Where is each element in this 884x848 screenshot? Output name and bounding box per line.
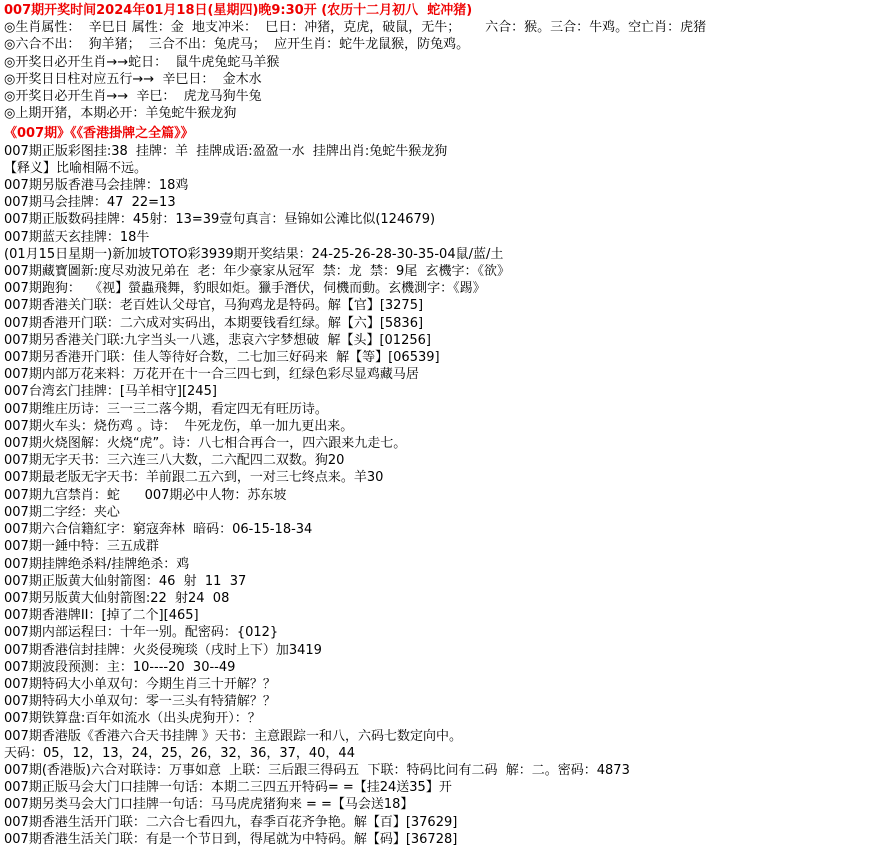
text-line-lantian-xuan: 007期蓝天玄挂牌：18牛 [4, 229, 150, 245]
text-line-mahui-guapai: 007期马会挂牌：47 22=13 [4, 195, 176, 211]
text-line-liuhe-xinxiang: 007期六合信籍紅字：窮寇奔林 暗码：06-15-18-34 [4, 522, 313, 538]
text-line-erzi-jing: 007期二字经：夹心 [4, 504, 120, 520]
text-line-lingban-huang: 007期另版黄大仙射箭图:22 射24 08 [4, 590, 230, 606]
text-line-tema-daxiao-2: 007期特码大小单双句：零一三头有特猜解？？ [4, 694, 276, 710]
text-line-kaijiang-bichu-2: ◎开奖日必开生肖→→ 辛巳： 虎龙马狗牛兔 [4, 89, 262, 105]
text-line-kaimenlian: 007期香港开门联：二六成对实码出，本期要钱看红绿。解【六】[5836] [4, 315, 424, 331]
text-line-guanmenlian: 007期香港关门联：老百姓认父母官，马狗鸡龙是特码。解【官】[3275] [4, 298, 424, 314]
text-line-qi-title: 《007期》《《香港掛牌之全篇》》 [4, 126, 194, 142]
text-line-lingban-guanmen: 007期另香港关门联:九字当头一八逃，悲哀六字梦想破 解【头】[01256] [4, 332, 431, 348]
text-line-yichui: 007期一錘中特：三五成群 [4, 539, 159, 555]
text-line-huang-daxian: 007期正版黄大仙射箭图：46 射 11 37 [4, 573, 247, 589]
document-body [0, 19, 884, 848]
text-line-paogou: 007期跑狗： 《视】螢蟲飛舞，豹眼如炬。獵手潛伏，伺機而動。玄機測字：《踢》 [4, 281, 486, 297]
text-line-liuhe-duilian: 007期(香港版)六合对联诗：万事如意 上联：三后跟三得码五 下联：特码比问有二码 解：二。密码：4873 [4, 762, 630, 778]
text-line-tianma: 天码：05，12，13，24，25，26，32，36，37，40，44 [4, 745, 355, 761]
text-line-neibu-yuncheng: 007期内部运程曰：十年一别。配密码：{012} [4, 625, 279, 641]
text-line-toto: (01月15日星期一)新加坡TOTO彩3939期开奖结果：24-25-26-28-30-35-04鼠/蓝/土 [4, 246, 504, 262]
text-line-shangqi-kaizhu: ◎上期开猪，本期必开：羊兔蛇牛猴龙狗 [4, 106, 237, 122]
text-line-tema-daxiao-1: 007期特码大小单双句：今期生肖三十开解？？ [4, 676, 276, 692]
text-line-shenghuo-kaimen: 007期香港生活开门联：二六合七看四九，春季百花齐争艳。解【百】[37629] [4, 814, 458, 830]
text-line-xianggang-pai: 007期香港牌II：[掉了二个][465] [4, 608, 199, 624]
text-line-huoshao-tujie: 007期火烧图解：火烧“虎”。诗：八七相合再合一，四六跟来九走七。 [4, 436, 407, 452]
text-line-weili-shi: 007期维庄历诗：三一三二落今期，看定四无有旺历诗。 [4, 401, 328, 417]
text-line-taiwan-xuanmen: 007台湾玄门挂牌：[马羊相守][245] [4, 384, 217, 400]
text-line-neibu-wanhua: 007期内部万花来料：万花开在十一合三四七到，红绿色彩尽显鸡藏马居 [4, 367, 419, 383]
text-line-shenghuo-guanmen: 007期香港生活关门联：有是一个节日到，得尾就为中特码。解【码】[36728] [4, 831, 458, 847]
text-line-shiyi: 【释义】比喻相隔不远。 [4, 160, 148, 176]
text-line-kaijiang-rizhu: ◎开奖日日柱对应五行→→ 辛巳日： 金木水 [4, 71, 262, 87]
text-line-tie-suanpan: 007期铁算盘:百年如流水（出头虎狗开）：？ [4, 711, 261, 727]
text-line-xianggang-ban: 007期香港版《香港六合天书挂牌 》天书：主意跟踪一和八，六码七数定向中。 [4, 728, 462, 744]
title-line: 007期开奖时间2024年01月18日(星期四)晚9:30开 (农历十二月初八 蛇冲猪) [4, 3, 473, 18]
text-line-liuhe-buchu: ◎六合不出： 狗羊猪； 三合不出：兔虎马； 应开生肖：蛇牛龙鼠猴，防兔鸡。 [4, 37, 470, 53]
text-line-lingban-guapai: 007期另版香港马会挂牌：18鸡 [4, 178, 189, 194]
text-line-kaijiang-bichu-1: ◎开奖日必开生肖→→蛇日： 鼠牛虎兔蛇马羊猴 [4, 54, 280, 70]
text-line-jiugong-jinxiao: 007期九宫禁肖：蛇 007期必中人物：苏东坡 [4, 487, 287, 503]
text-line-zhengban-shuma: 007期正版数码挂牌：45射：13=39壹句真言：昼锦如公滩比似(124679) [4, 212, 436, 228]
text-line-huoche-tou: 007期火车头：烧伤鸡 。诗： 牛死龙伤，单一加九更出来。 [4, 418, 354, 434]
text-line-lingban-leima: 007期另类马会大门口挂牌一句话：马马虎虎猪狗来 = =【马会送18】 [4, 797, 414, 813]
text-line-boduan-yuce: 007期波段预测：主：10----20 30--49 [4, 659, 236, 675]
text-line-zhengban-mahui: 007期正版马会大门口挂牌一句话：本期二三四五开特码= =【挂24送35】开 [4, 780, 452, 796]
text-line-wuzi-tianshu: 007期无字天书：三六连三八大数，二六配四二双数。狗20 [4, 453, 345, 469]
text-line-cangbao: 007期藏寶圖新:度尽劝波兄弟在 老：年少豪家从冠军 禁：龙 禁：9尾 玄機字：《欲》 [4, 264, 511, 280]
text-line-lingban-kaimen: 007期另香港开门联：佳人等待好合数，二七加三好码来 解【等】[06539] [4, 350, 440, 366]
text-line-shengxiao-shuxing: ◎生肖属性： 辛巳日 属性：金 地支冲米： 巳日：冲猪，克虎，破鼠，无牛； 六合：猴。三合：牛鸡。空亡肖：虎猪 [4, 20, 707, 36]
text-line-zuilaoban: 007期最老版无字天书：羊前跟二五六到，一对三七终点来。羊30 [4, 470, 384, 486]
text-line-zhengban-caitu: 007期正版彩图挂:38 挂牌：羊 挂牌成语:盈盈一水 挂牌出肖:兔蛇牛猴龙狗 [4, 143, 448, 159]
text-line-guapai-jueshake: 007期挂牌绝杀料/挂牌绝杀：鸡 [4, 556, 190, 572]
text-line-xinfeng-guapai: 007期香港信封挂牌：火炎侵琬琰（戌时上下）加3419 [4, 642, 322, 658]
